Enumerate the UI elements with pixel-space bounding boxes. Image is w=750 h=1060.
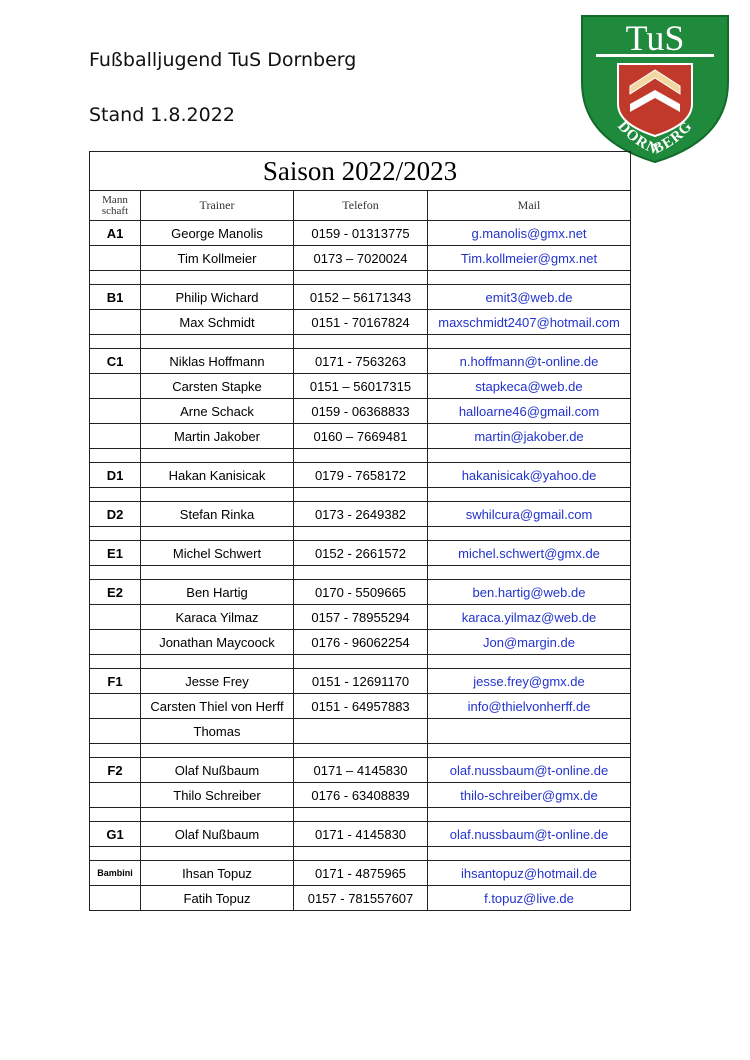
trainer-cell: Niklas Hoffmann	[141, 349, 294, 374]
team-cell: G1	[90, 822, 141, 847]
trainer-cell: Carsten Thiel von Herff	[141, 694, 294, 719]
spacer-row	[90, 335, 631, 349]
spacer-cell	[141, 488, 294, 502]
phone-cell: 0151 - 12691170	[294, 669, 428, 694]
stand-date: Stand 1.8.2022	[89, 104, 235, 126]
trainer-cell: Jonathan Maycoock	[141, 630, 294, 655]
tus-dornberg-crest-icon	[580, 12, 730, 164]
spacer-cell	[90, 744, 141, 758]
spacer-cell	[141, 449, 294, 463]
table-row	[90, 374, 631, 399]
table-row	[90, 221, 631, 246]
spacer-cell	[294, 808, 428, 822]
table-row	[90, 502, 631, 527]
phone-cell: 0171 - 4145830	[294, 822, 428, 847]
team-cell: F1	[90, 669, 141, 694]
phone-cell: 0171 - 4875965	[294, 861, 428, 886]
phone-cell: 0160 – 7669481	[294, 424, 428, 449]
team-cell	[90, 246, 141, 271]
mail-link[interactable]: thilo-schreiber@gmx.de	[428, 783, 631, 808]
team-cell: C1	[90, 349, 141, 374]
mail-link[interactable]: n.hoffmann@t-online.de	[428, 349, 631, 374]
mail-link[interactable]: g.manolis@gmx.net	[428, 221, 631, 246]
mail-link[interactable]: karaca.yilmaz@web.de	[428, 605, 631, 630]
spacer-cell	[294, 847, 428, 861]
phone-cell: 0157 - 78955294	[294, 605, 428, 630]
phone-cell: 0151 – 56017315	[294, 374, 428, 399]
team-cell	[90, 719, 141, 744]
mail-link[interactable]: info@thielvonherff.de	[428, 694, 631, 719]
table-row	[90, 822, 631, 847]
column-header-trainer: Trainer	[141, 191, 294, 221]
spacer-cell	[294, 655, 428, 669]
table-row	[90, 310, 631, 335]
spacer-cell	[141, 566, 294, 580]
spacer-cell	[90, 808, 141, 822]
team-cell	[90, 399, 141, 424]
spacer-cell	[141, 847, 294, 861]
table-row	[90, 669, 631, 694]
table-row	[90, 630, 631, 655]
spacer-cell	[141, 744, 294, 758]
mail-link[interactable]: f.topuz@live.de	[428, 886, 631, 911]
mail-link[interactable]: hakanisicak@yahoo.de	[428, 463, 631, 488]
spacer-cell	[294, 488, 428, 502]
trainer-cell: Karaca Yilmaz	[141, 605, 294, 630]
spacer-cell	[428, 744, 631, 758]
table-row	[90, 861, 631, 886]
trainer-cell: Michel Schwert	[141, 541, 294, 566]
spacer-cell	[428, 655, 631, 669]
phone-cell: 0151 - 64957883	[294, 694, 428, 719]
mail-link	[428, 719, 631, 744]
spacer-cell	[90, 847, 141, 861]
spacer-row	[90, 449, 631, 463]
team-cell	[90, 694, 141, 719]
table-row	[90, 463, 631, 488]
trainer-cell: Olaf Nußbaum	[141, 758, 294, 783]
phone-cell	[294, 719, 428, 744]
column-header-phone: Telefon	[294, 191, 428, 221]
mail-link[interactable]: maxschmidt2407@hotmail.com	[428, 310, 631, 335]
phone-cell: 0152 - 2661572	[294, 541, 428, 566]
trainer-cell: Olaf Nußbaum	[141, 822, 294, 847]
phone-cell: 0152 – 56171343	[294, 285, 428, 310]
table-row	[90, 541, 631, 566]
spacer-cell	[428, 566, 631, 580]
spacer-row	[90, 527, 631, 541]
spacer-row	[90, 655, 631, 669]
spacer-cell	[141, 527, 294, 541]
trainer-cell: Philip Wichard	[141, 285, 294, 310]
mail-link[interactable]: ben.hartig@web.de	[428, 580, 631, 605]
phone-cell: 0171 - 7563263	[294, 349, 428, 374]
team-cell: D2	[90, 502, 141, 527]
table-row	[90, 424, 631, 449]
trainer-cell: Jesse Frey	[141, 669, 294, 694]
mail-link[interactable]: Jon@margin.de	[428, 630, 631, 655]
spacer-cell	[90, 335, 141, 349]
mail-link[interactable]: swhilcura@gmail.com	[428, 502, 631, 527]
trainer-cell: George Manolis	[141, 221, 294, 246]
table-row	[90, 886, 631, 911]
spacer-cell	[141, 335, 294, 349]
table-row	[90, 783, 631, 808]
trainer-cell: Thomas	[141, 719, 294, 744]
table-row	[90, 349, 631, 374]
spacer-cell	[428, 847, 631, 861]
spacer-cell	[294, 335, 428, 349]
mail-link[interactable]: olaf.nussbaum@t-online.de	[428, 758, 631, 783]
team-cell	[90, 886, 141, 911]
spacer-row	[90, 566, 631, 580]
table-row	[90, 758, 631, 783]
crest-ring-text: DORNBERG	[614, 118, 696, 159]
spacer-cell	[90, 566, 141, 580]
spacer-cell	[90, 271, 141, 285]
trainer-cell: Arne Schack	[141, 399, 294, 424]
spacer-cell	[294, 527, 428, 541]
spacer-row	[90, 488, 631, 502]
spacer-cell	[428, 449, 631, 463]
phone-cell: 0170 - 5509665	[294, 580, 428, 605]
team-cell: A1	[90, 221, 141, 246]
team-cell	[90, 783, 141, 808]
spacer-cell	[428, 488, 631, 502]
phone-cell: 0179 - 7658172	[294, 463, 428, 488]
spacer-cell	[90, 488, 141, 502]
season-title: Saison 2022/2023	[90, 152, 631, 191]
trainer-cell: Stefan Rinka	[141, 502, 294, 527]
spacer-row	[90, 808, 631, 822]
column-header-team: Mann schaft	[90, 191, 141, 221]
spacer-cell	[90, 655, 141, 669]
phone-cell: 0176 - 96062254	[294, 630, 428, 655]
mail-link[interactable]: Tim.kollmeier@gmx.net	[428, 246, 631, 271]
spacer-cell	[294, 449, 428, 463]
table-row	[90, 246, 631, 271]
spacer-cell	[294, 566, 428, 580]
team-cell: B1	[90, 285, 141, 310]
spacer-cell	[428, 335, 631, 349]
spacer-cell	[141, 271, 294, 285]
mail-link[interactable]: jesse.frey@gmx.de	[428, 669, 631, 694]
crest-top-text: TuS	[625, 18, 685, 58]
table-row	[90, 605, 631, 630]
trainer-cell: Carsten Stapke	[141, 374, 294, 399]
spacer-row	[90, 847, 631, 861]
spacer-cell	[294, 271, 428, 285]
mail-link[interactable]: olaf.nussbaum@t-online.de	[428, 822, 631, 847]
phone-cell: 0159 - 06368833	[294, 399, 428, 424]
trainer-cell: Fatih Topuz	[141, 886, 294, 911]
spacer-cell	[141, 655, 294, 669]
phone-cell: 0176 - 63408839	[294, 783, 428, 808]
trainer-cell: Ben Hartig	[141, 580, 294, 605]
mail-link[interactable]: ihsantopuz@hotmail.de	[428, 861, 631, 886]
trainer-cell: Ihsan Topuz	[141, 861, 294, 886]
mail-link[interactable]: martin@jakober.de	[428, 424, 631, 449]
table-row	[90, 580, 631, 605]
contact-table	[89, 151, 631, 911]
spacer-row	[90, 271, 631, 285]
phone-cell: 0173 – 7020024	[294, 246, 428, 271]
table-row	[90, 694, 631, 719]
phone-cell: 0157 - 781557607	[294, 886, 428, 911]
team-cell	[90, 630, 141, 655]
spacer-cell	[428, 271, 631, 285]
team-cell	[90, 605, 141, 630]
team-cell	[90, 374, 141, 399]
mail-link[interactable]: halloarne46@gmail.com	[428, 399, 631, 424]
team-cell: E2	[90, 580, 141, 605]
spacer-cell	[428, 808, 631, 822]
mail-link[interactable]: michel.schwert@gmx.de	[428, 541, 631, 566]
column-header-mail: Mail	[428, 191, 631, 221]
trainer-cell: Tim Kollmeier	[141, 246, 294, 271]
phone-cell: 0151 - 70167824	[294, 310, 428, 335]
page-title: Fußballjugend TuS Dornberg	[89, 49, 357, 71]
team-cell: F2	[90, 758, 141, 783]
trainer-cell: Max Schmidt	[141, 310, 294, 335]
team-cell: D1	[90, 463, 141, 488]
team-cell	[90, 310, 141, 335]
spacer-row	[90, 744, 631, 758]
team-cell: E1	[90, 541, 141, 566]
phone-cell: 0171 – 4145830	[294, 758, 428, 783]
table-row	[90, 285, 631, 310]
spacer-cell	[90, 449, 141, 463]
trainer-cell: Martin Jakober	[141, 424, 294, 449]
team-cell: Bambini	[90, 861, 141, 886]
phone-cell: 0173 - 2649382	[294, 502, 428, 527]
mail-link[interactable]: stapkeca@web.de	[428, 374, 631, 399]
spacer-cell	[90, 527, 141, 541]
phone-cell: 0159 - 01313775	[294, 221, 428, 246]
table-row	[90, 399, 631, 424]
trainer-cell: Hakan Kanisicak	[141, 463, 294, 488]
spacer-cell	[428, 527, 631, 541]
trainer-cell: Thilo Schreiber	[141, 783, 294, 808]
spacer-cell	[141, 808, 294, 822]
spacer-cell	[294, 744, 428, 758]
table-row	[90, 719, 631, 744]
team-cell	[90, 424, 141, 449]
mail-link[interactable]: emit3@web.de	[428, 285, 631, 310]
